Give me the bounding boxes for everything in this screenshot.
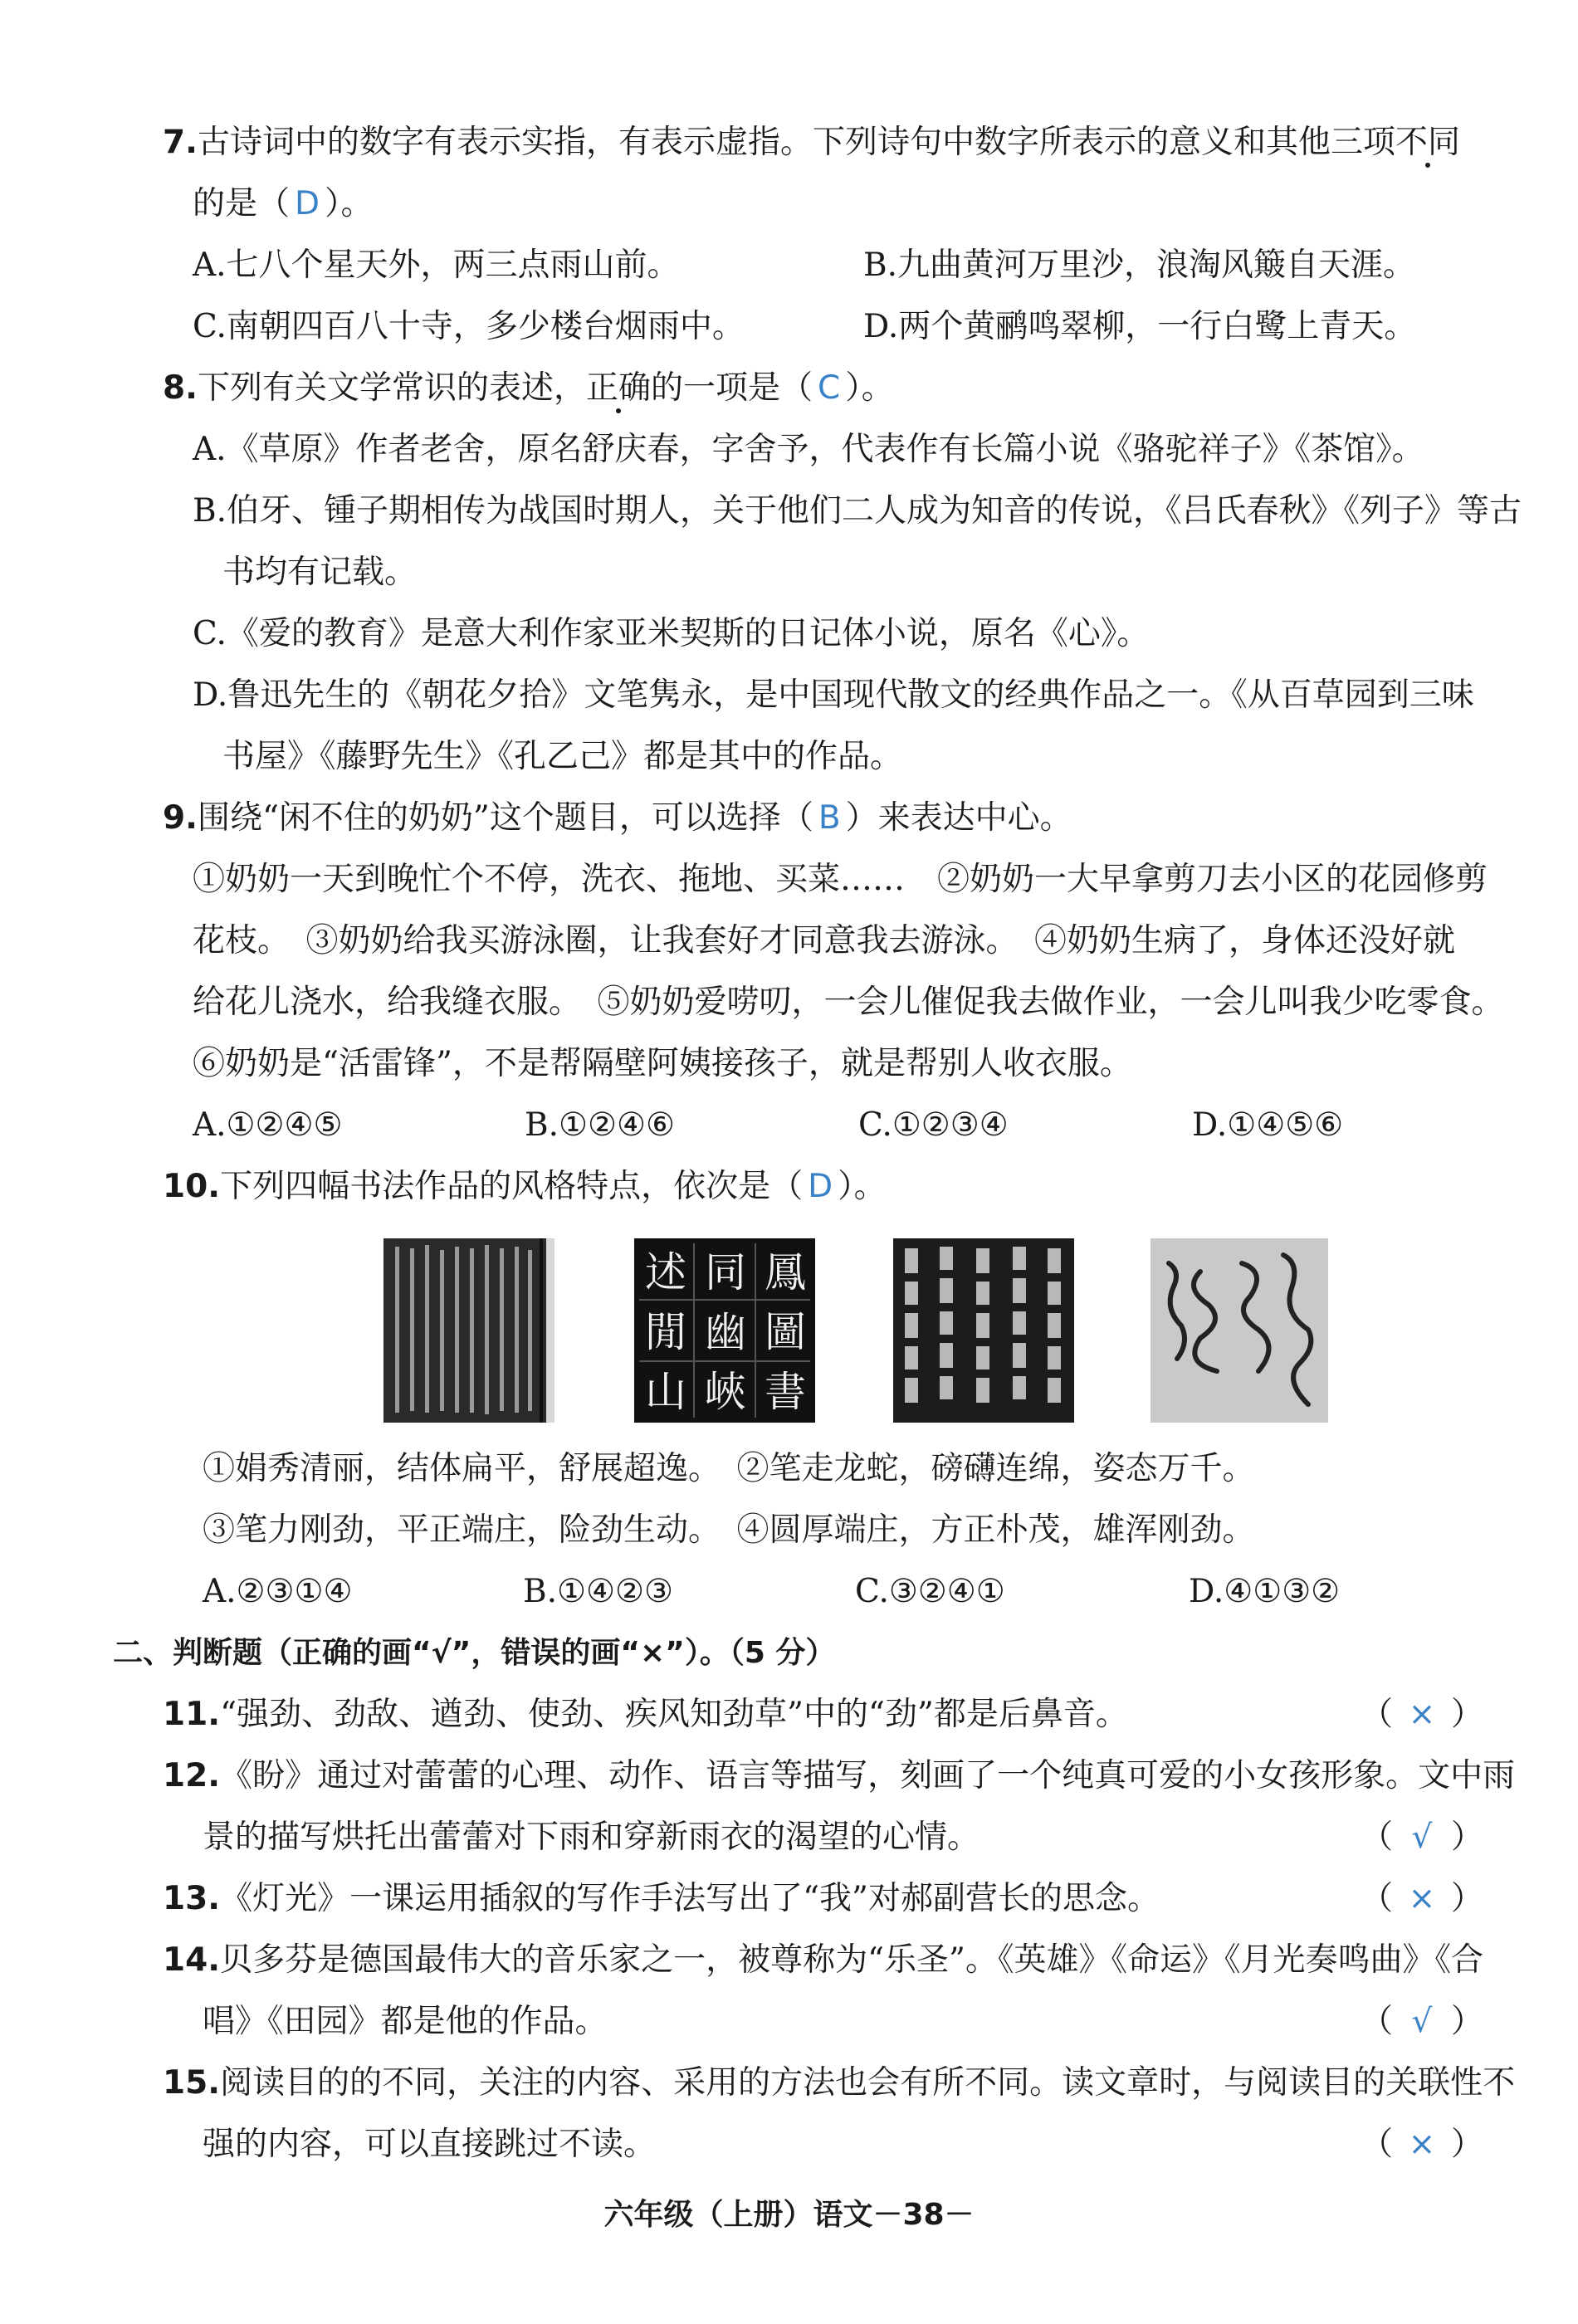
q8-option-b: B.伯牙、锺子期相传为战国时期人，关于他们二人成为知音的传说，《吕氏春秋》《列子》等古 [193, 492, 1522, 530]
callig2-char: 書 [765, 1368, 806, 1416]
callig2-char: 鳳 [765, 1248, 806, 1296]
callig2-char: 述 [645, 1248, 686, 1296]
q10-stem: 10.下列四幅书法作品的风格特点，依次是（ D ）。 [163, 1168, 887, 1205]
q9-answer: B [818, 799, 841, 837]
section2-title: 二、判断题（正确的画“√”，错误的画“×”）。（5 分） [113, 1636, 836, 1670]
q10-style-line2: ③笔力刚劲，平正端庄，险劲生动。 ④圆厚端庄，方正朴茂，雄浑刚劲。 [203, 1511, 1255, 1549]
callig2-char: 同 [705, 1248, 746, 1296]
q7-option-d: D.两个黄鹂鸣翠柳，一行白鹭上青天。 [863, 308, 1417, 345]
q13-mark: × [1408, 1880, 1436, 1917]
calligraphy-image-3 [893, 1238, 1074, 1423]
q10-option-c: C.③②④① [855, 1573, 1005, 1610]
q9-option-a: A.①②④⑤ [193, 1106, 343, 1144]
calligraphy-image-4 [1151, 1238, 1328, 1423]
q7-option-c: C.南朝四百八十寺，多少楼台烟雨中。 [193, 308, 745, 345]
q8-option-c: C.《爱的教育》是意大利作家亚米契斯的日记体小说，原名《心》。 [193, 615, 1150, 652]
q13-text: 13.《灯光》一课运用插叙的写作手法写出了“我”对郝副营长的思念。 [163, 1880, 1160, 1917]
q8-option-b-cont: 书均有记载。 [222, 554, 418, 591]
page-footer: 六年级（上册）语文－38－ [603, 2198, 975, 2232]
q12-text-line1: 12.《盼》通过对蕾蕾的心理、动作、语言等描写，刻画了一个纯真可爱的小女孩形象。文中雨 [163, 1757, 1516, 1794]
q12-answer-box: （ √ ） [1361, 1816, 1483, 1859]
q15-answer-box: （ × ） [1361, 2123, 1483, 2166]
q7-answer: D [295, 185, 320, 222]
q14-answer-box: （ √ ） [1361, 2000, 1483, 2043]
q9-material-line2: 花枝。 ③奶奶给我买游泳圈，让我套好才同意我去游泳。 ④奶奶生病了，身体还没好就 [193, 922, 1456, 959]
q11-answer-box: （ × ） [1361, 1693, 1483, 1736]
q7-option-b: B.九曲黄河万里沙，浪淘风簸自天涯。 [863, 247, 1416, 284]
q9-material-line4: ⑥奶奶是“活雷锋”，不是帮隔壁阿姨接孩子，就是帮别人收衣服。 [193, 1045, 1132, 1082]
q10-style-line1: ①娟秀清丽，结体扁平，舒展超逸。 ②笔走龙蛇，磅礴连绵，姿态万千。 [203, 1450, 1255, 1487]
callig2-char: 峽 [705, 1368, 746, 1416]
q11-mark: × [1408, 1696, 1436, 1733]
calligraphy-image-1 [384, 1238, 554, 1423]
callig2-char: 閒 [645, 1308, 686, 1356]
q15-text-line1: 15.阅读目的的不同，关注的内容、采用的方法也会有所不同。读文章时，与阅读目的关联性不 [163, 2064, 1516, 2102]
q10-option-a: A.②③①④ [203, 1573, 353, 1610]
q7-option-a: A.七八个星天外，两三点雨山前。 [193, 247, 680, 284]
q12-text-line2: 景的描写烘托出蕾蕾对下雨和穿新雨衣的渴望的心情。 [203, 1819, 980, 1856]
calligraphy-image-2 [634, 1238, 815, 1423]
q15-text-line2: 强的内容，可以直接跳过不读。 [203, 2126, 657, 2163]
q8-option-d: D.鲁迅先生的《朝花夕拾》文笔隽永，是中国现代散文的经典作品之一。《从百草园到三味 [193, 676, 1474, 714]
q8-option-a: A.《草原》作者老舍，原名舒庆春，字舍予，代表作有长篇小说《骆驼祥子》《茶馆》。 [193, 431, 1424, 468]
q11-text: 11.“强劲、劲敌、遒劲、使劲、疾风知劲草”中的“劲”都是后鼻音。 [163, 1696, 1128, 1733]
q8-stem: 8.下列有关文学常识的表述，正确的一项是（ C ）。 [163, 369, 894, 407]
q7-stem-line1: 7.古诗词中的数字有表示实指，有表示虚指。下列诗句中数字所表示的意义和其他三项不同 [163, 124, 1460, 161]
q8-answer: C [818, 369, 841, 407]
q14-text-line1: 14.贝多芬是德国最伟大的音乐家之一，被尊称为“乐圣”。《英雄》《命运》《月光奏鸣曲》《合 [163, 1941, 1483, 1979]
q15-mark: × [1408, 2126, 1436, 2163]
q14-text-line2: 唱》《田园》都是他的作品。 [203, 2003, 608, 2040]
q13-answer-box: （ × ） [1361, 1877, 1483, 1921]
q10-option-d: D.④①③② [1189, 1573, 1341, 1610]
q9-material-line3: 给花儿浇水，给我缝衣服。 ⑤奶奶爱唠叨，一会儿催促我去做作业，一会儿叫我少吃零食。 [193, 984, 1504, 1021]
q9-stem: 9.围绕“闲不住的奶奶”这个题目，可以选择（ B ）来表达中心。 [163, 799, 1072, 837]
q10-option-b: B.①④②③ [523, 1573, 673, 1610]
q7-stem-line2: 的是（ D ）。 [193, 185, 374, 222]
q10-answer: D [808, 1168, 833, 1205]
q9-option-c: C.①②③④ [858, 1106, 1009, 1144]
q9-option-b: B.①②④⑥ [525, 1106, 675, 1144]
q8-option-d-cont: 书屋》《藤野先生》《孔乙己》都是其中的作品。 [222, 738, 903, 775]
q9-option-d: D.①④⑤⑥ [1192, 1106, 1344, 1144]
q14-mark: √ [1411, 2003, 1433, 2040]
q12-mark: √ [1411, 1819, 1433, 1856]
q9-material-line1: ①奶奶一天到晚忙个不停，洗衣、拖地、买菜…… ②奶奶一大早拿剪刀去小区的花园修剪 [193, 861, 1488, 898]
callig2-char: 圖 [765, 1308, 806, 1356]
callig2-char: 幽 [705, 1308, 746, 1356]
callig2-char: 山 [645, 1368, 686, 1416]
